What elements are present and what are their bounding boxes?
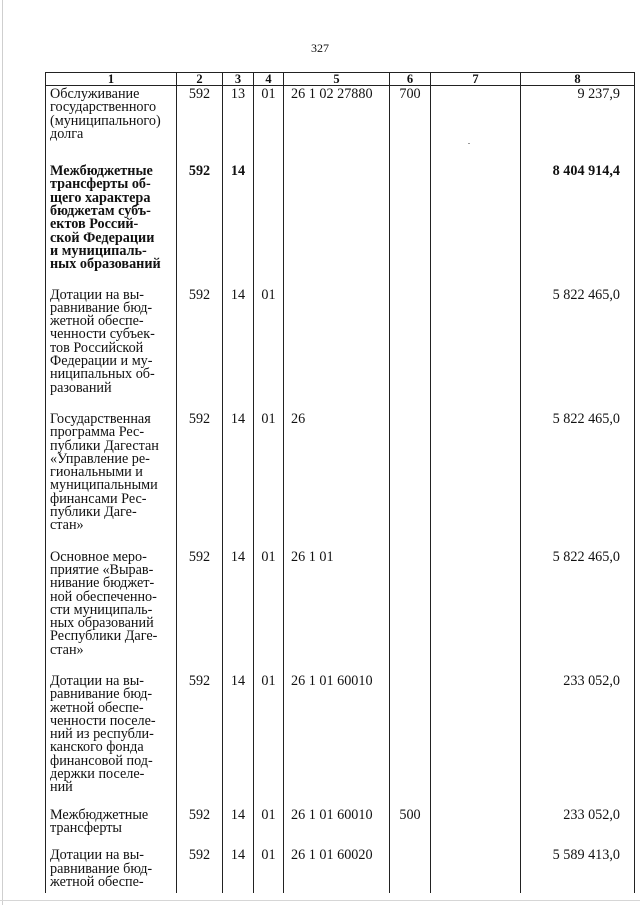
subsection-code-cell xyxy=(254,163,284,286)
table-row xyxy=(46,673,635,807)
section-code-cell: 14 xyxy=(223,411,254,549)
row-name-line: равнивание бюд- xyxy=(50,686,153,703)
subsection-code-cell: 01 xyxy=(254,847,284,893)
amount-cell: 5 822 465,0 xyxy=(521,287,635,411)
amount-cell: 8 404 914,4 xyxy=(521,163,635,286)
page-number: 327 xyxy=(311,41,329,55)
page-bottom-edge xyxy=(0,900,640,901)
chapter-code-cell: 592 xyxy=(177,549,223,673)
row-name-line: Межбюджетные xyxy=(50,806,149,823)
row-name-line: муниципальными xyxy=(50,477,158,494)
table-header xyxy=(46,73,635,86)
subsection-code-cell: 01 xyxy=(254,86,284,164)
row-name-line: трансферты xyxy=(50,819,122,836)
page-left-edge xyxy=(2,0,3,905)
row-name-line: Республики Даге- xyxy=(50,628,158,645)
row-name-line: сти муниципаль- xyxy=(50,601,153,618)
expense-type-cell xyxy=(390,411,431,549)
row-name-line: щего характера xyxy=(50,189,151,206)
column-7-cell xyxy=(431,86,521,164)
section-code-cell: 14 xyxy=(223,673,254,807)
section-code-cell: 14 xyxy=(223,847,254,893)
subsection-code-cell: 01 xyxy=(254,411,284,549)
chapter-code-cell: 592 xyxy=(177,807,223,848)
header-row xyxy=(46,73,635,86)
row-name-line: стан» xyxy=(50,517,84,534)
amount-cell: 233 052,0 xyxy=(521,673,635,807)
row-name-line: нивание бюджет- xyxy=(50,575,155,592)
expense-type-cell: 500 xyxy=(390,807,431,848)
table-row xyxy=(46,847,635,893)
row-name-line: Обслуживание xyxy=(50,86,140,102)
col-header-3: 3 xyxy=(223,73,254,86)
row-name-line: государственного xyxy=(50,99,157,116)
col-header-5: 5 xyxy=(284,73,390,86)
row-name-line: равнивание бюд- xyxy=(50,860,153,877)
row-name-line: долга xyxy=(50,125,84,142)
table-row xyxy=(46,411,635,549)
row-name-line: жетной обеспе- xyxy=(50,699,144,716)
expense-type-cell xyxy=(390,163,431,286)
row-name-line: стан» xyxy=(50,641,84,658)
target-article-cell: 26 xyxy=(284,411,390,549)
column-7-cell xyxy=(431,287,521,411)
subsection-code-cell: 01 xyxy=(254,807,284,848)
amount-cell: 5 822 465,0 xyxy=(521,549,635,673)
row-name-line: держки поселе- xyxy=(50,766,145,783)
row-name-cell xyxy=(46,807,177,848)
table-body xyxy=(46,86,635,894)
row-name-line: ной обеспеченно- xyxy=(50,588,157,605)
row-name-line: финансовой под- xyxy=(50,752,153,769)
target-article-cell: 26 1 01 60010 xyxy=(284,807,390,848)
row-name-line: Основное меро- xyxy=(50,548,147,565)
row-name-line: бюджетам субъ- xyxy=(50,203,151,220)
column-7-cell xyxy=(431,411,521,549)
target-article-cell xyxy=(284,163,390,286)
section-code-cell: 14 xyxy=(223,549,254,673)
row-name-line: программа Рес- xyxy=(50,424,145,441)
row-name-line: ченности субъек- xyxy=(50,326,155,343)
target-article-cell: 26 1 01 60010 xyxy=(284,673,390,807)
row-name-line: гиональными и xyxy=(50,464,143,481)
row-name-line: трансферты об- xyxy=(50,176,151,193)
chapter-code-cell: 592 xyxy=(177,673,223,807)
target-article-cell: 26 1 02 27880 xyxy=(284,86,390,164)
row-name-line: равнивание бюд- xyxy=(50,299,153,316)
amount-cell: 233 052,0 xyxy=(521,807,635,848)
amount-cell: 5 589 413,0 xyxy=(521,847,635,893)
row-name-line: и муниципаль- xyxy=(50,242,147,259)
target-article-cell xyxy=(284,287,390,411)
row-name-line: публики Дагестан xyxy=(50,437,159,454)
section-code-cell: 14 xyxy=(223,287,254,411)
row-name-line: ных образований xyxy=(50,615,154,632)
column-7-cell xyxy=(431,163,521,286)
col-header-6: 6 xyxy=(390,73,431,86)
chapter-code-cell: 592 xyxy=(177,86,223,164)
table-row xyxy=(46,163,635,286)
row-name-cell xyxy=(46,549,177,673)
row-name-line: публики Даге- xyxy=(50,504,137,521)
expense-type-cell xyxy=(390,673,431,807)
column-7-cell xyxy=(431,673,521,807)
table-row xyxy=(46,86,635,164)
row-name-line: Государственная xyxy=(50,410,151,427)
section-code-cell: 14 xyxy=(223,807,254,848)
subsection-code-cell: 01 xyxy=(254,673,284,807)
expense-type-cell xyxy=(390,847,431,893)
subsection-code-cell: 01 xyxy=(254,549,284,673)
row-name-line: ской Федерации xyxy=(50,229,155,246)
section-code-cell: 14 xyxy=(223,163,254,286)
row-name-line: ний из республи- xyxy=(50,726,154,743)
chapter-code-cell: 592 xyxy=(177,287,223,411)
col-header-1: 1 xyxy=(46,73,177,86)
row-name-line: ектов Россий- xyxy=(50,216,139,233)
row-name-cell xyxy=(46,287,177,411)
table-row xyxy=(46,807,635,848)
chapter-code-cell: 592 xyxy=(177,163,223,286)
budget-table xyxy=(45,72,635,893)
row-name-line: «Управление ре- xyxy=(50,450,150,467)
col-header-8: 8 xyxy=(521,73,635,86)
row-name-line: Дотации на вы- xyxy=(50,672,144,689)
row-name-line: Федерации и му- xyxy=(50,353,153,370)
expense-type-cell xyxy=(390,549,431,673)
chapter-code-cell: 592 xyxy=(177,411,223,549)
chapter-code-cell: 592 xyxy=(177,847,223,893)
column-7-cell xyxy=(431,549,521,673)
row-name-line: финансами Рес- xyxy=(50,490,147,507)
table-row xyxy=(46,549,635,673)
row-name-cell xyxy=(46,673,177,807)
row-name-line: ний xyxy=(50,779,73,796)
row-name-cell xyxy=(46,411,177,549)
row-name-cell xyxy=(46,163,177,286)
row-name-line: ниципальных об- xyxy=(50,366,155,383)
row-name-cell xyxy=(46,86,177,164)
row-name-line: приятие «Вырав- xyxy=(50,561,154,578)
section-code-cell: 13 xyxy=(223,86,254,164)
row-name-line: ченности поселе- xyxy=(50,712,156,729)
row-name-cell xyxy=(46,847,177,893)
col-header-4: 4 xyxy=(254,73,284,86)
row-name-line: Межбюджетные xyxy=(50,163,153,180)
row-name-line: ных образований xyxy=(50,256,161,273)
expense-type-cell: 700 xyxy=(390,86,431,164)
row-name-line: жетной обеспе- xyxy=(50,873,144,890)
subsection-code-cell: 01 xyxy=(254,287,284,411)
row-name-line: канского фонда xyxy=(50,739,144,756)
column-7-cell xyxy=(431,847,521,893)
row-name-line: (муниципального) xyxy=(50,112,161,129)
row-name-line: Дотации на вы- xyxy=(50,847,144,864)
col-header-7: 7 xyxy=(431,73,521,86)
row-name-line: разований xyxy=(50,379,112,396)
expense-type-cell xyxy=(390,287,431,411)
row-name-line: Дотации на вы- xyxy=(50,286,144,303)
amount-cell: 5 822 465,0 xyxy=(521,411,635,549)
amount-cell: 9 237,9 xyxy=(521,86,635,164)
col-header-2: 2 xyxy=(177,73,223,86)
target-article-cell: 26 1 01 60020 xyxy=(284,847,390,893)
row-name-line: жетной обеспе- xyxy=(50,313,144,330)
target-article-cell: 26 1 01 xyxy=(284,549,390,673)
row-name-line: тов Российской xyxy=(50,339,144,356)
table-row xyxy=(46,287,635,411)
column-7-cell xyxy=(431,807,521,848)
